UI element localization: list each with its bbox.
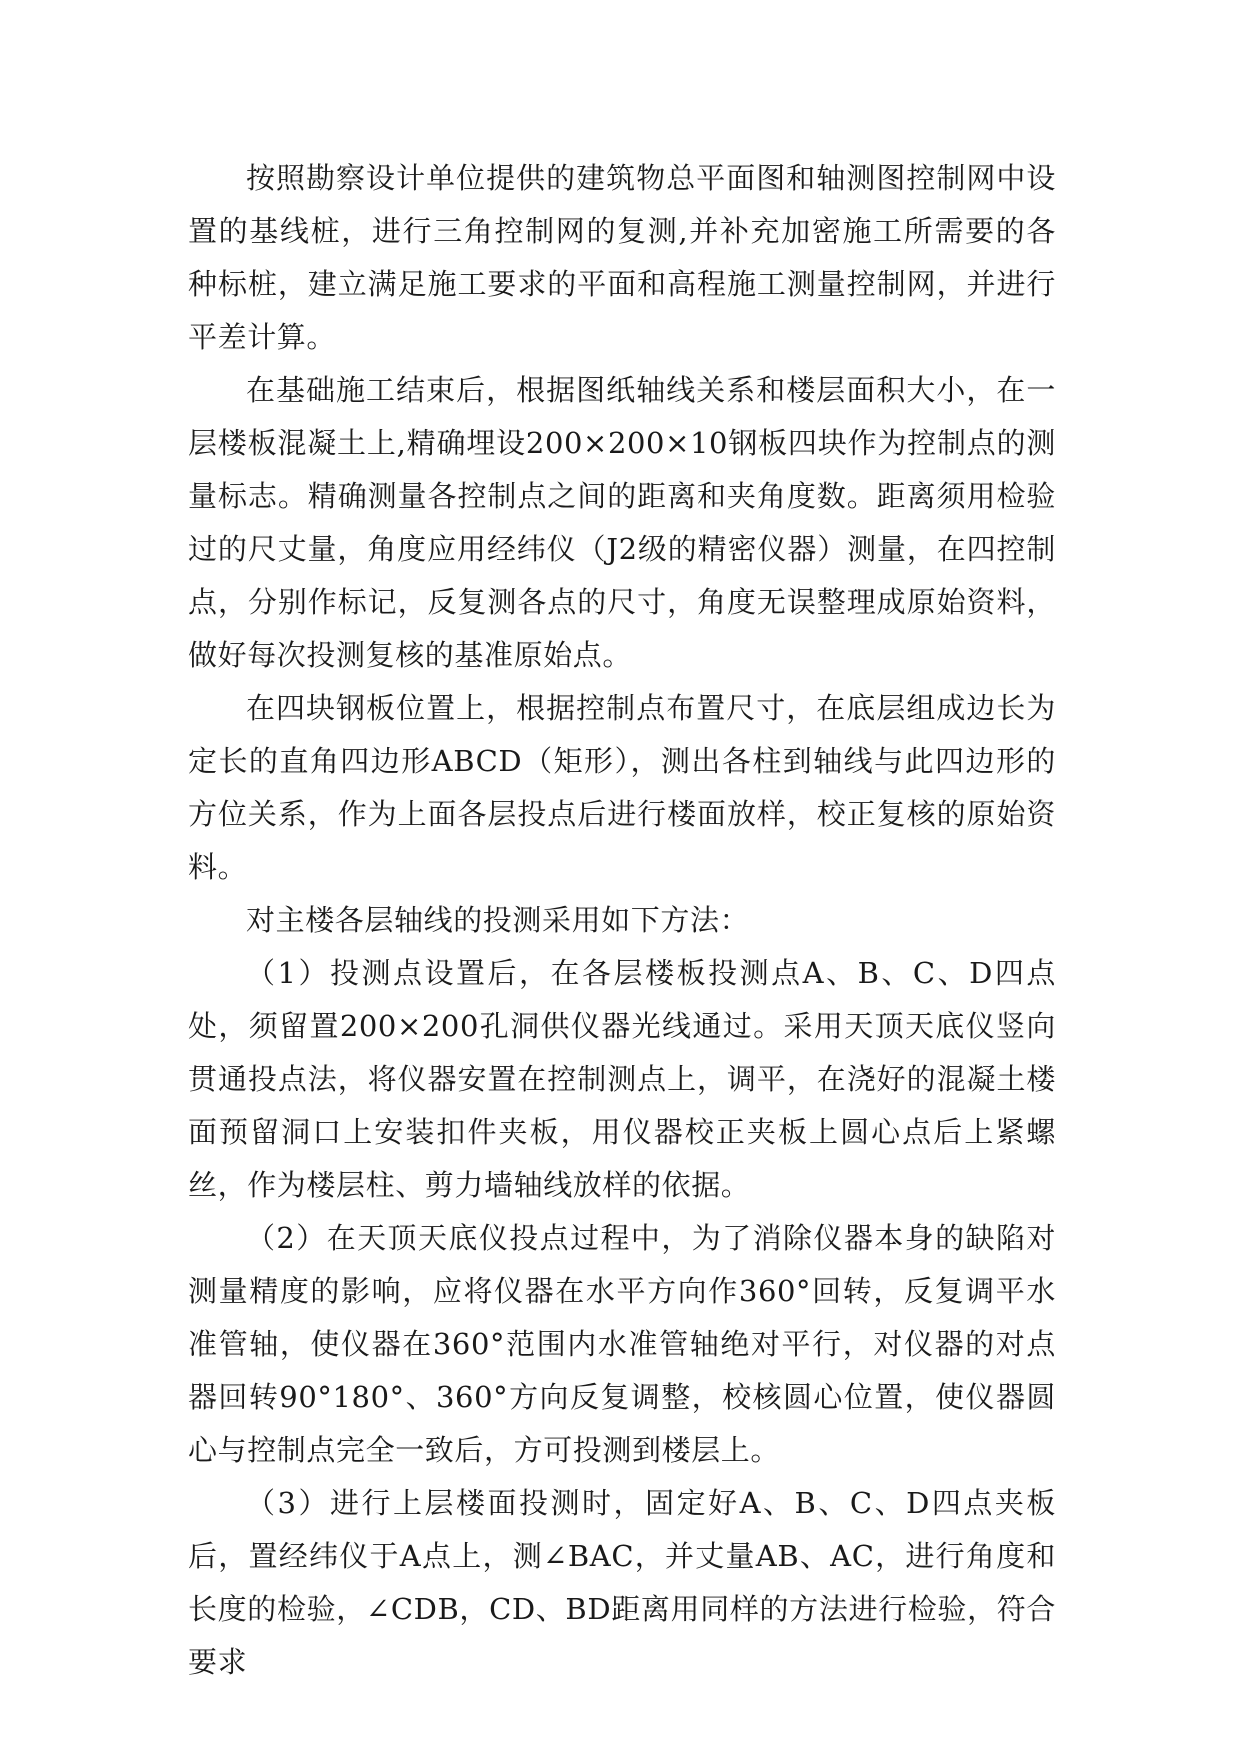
paragraph-step-2: （2）在天顶天底仪投点过程中，为了消除仪器本身的缺陷对测量精度的影响，应将仪器在水平方向作360°回转，反复调平水准管轴，使仪器在360°范围内水准管轴绝对平行，对仪器的对点器回转90°180°、360°方向反复调整，校核圆心位置，使仪器圆心与控制点完全一致后，方可投测到楼层上。 xyxy=(188,1221,1056,1467)
paragraph-baseline-control-network: 按照勘察设计单位提供的建筑物总平面图和轴测图控制网中设置的基线桩，进行三角控制网的复测,并补充加密施工所需要的各种标桩，建立满足施工要求的平面和高程施工测量控制网，并进行平差计算。 xyxy=(188,161,1056,354)
paragraph-step-1: （1）投测点设置后，在各层楼板投测点A、B、C、D四点处，须留置200×200孔洞供仪器光线通过。采用天顶天底仪竖向贯通投点法，将仪器安置在控制测点上，调平，在浇好的混凝土楼面预留洞口上安装扣件夹板，用仪器校正夹板上圆心点后上紧螺丝，作为楼层柱、剪力墙轴线放样的依据。 xyxy=(188,956,1056,1202)
paragraph-method-intro: 对主楼各层轴线的投测采用如下方法： xyxy=(246,903,750,937)
paragraph-rectangle-abcd: 在四块钢板位置上，根据控制点布置尺寸，在底层组成边长为定长的直角四边形ABCD（矩形），测出各柱到轴线与此四边形的方位关系，作为上面各层投点后进行楼面放样，校正复核的原始资料。 xyxy=(188,691,1056,884)
document-body xyxy=(188,152,1056,1689)
paragraph-step-3: （3）进行上层楼面投测时，固定好A、B、C、D四点夹板后，置经纬仪于A点上，测∠BAC，并丈量AB、AC，进行角度和长度的检验，∠CDB，CD、BD距离用同样的方法进行检验，符合要求 xyxy=(188,1486,1056,1679)
paragraph-control-point-markers: 在基础施工结束后，根据图纸轴线关系和楼层面积大小，在一层楼板混凝土上,精确埋设200×200×10钢板四块作为控制点的测量标志。精确测量各控制点之间的距离和夹角度数。距离须用检验过的尺丈量，角度应用经纬仪（J2级的精密仪器）测量，在四控制点，分别作标记，反复测各点的尺寸，角度无误整理成原始资料，做好每次投测复核的基准原始点。 xyxy=(188,373,1056,672)
